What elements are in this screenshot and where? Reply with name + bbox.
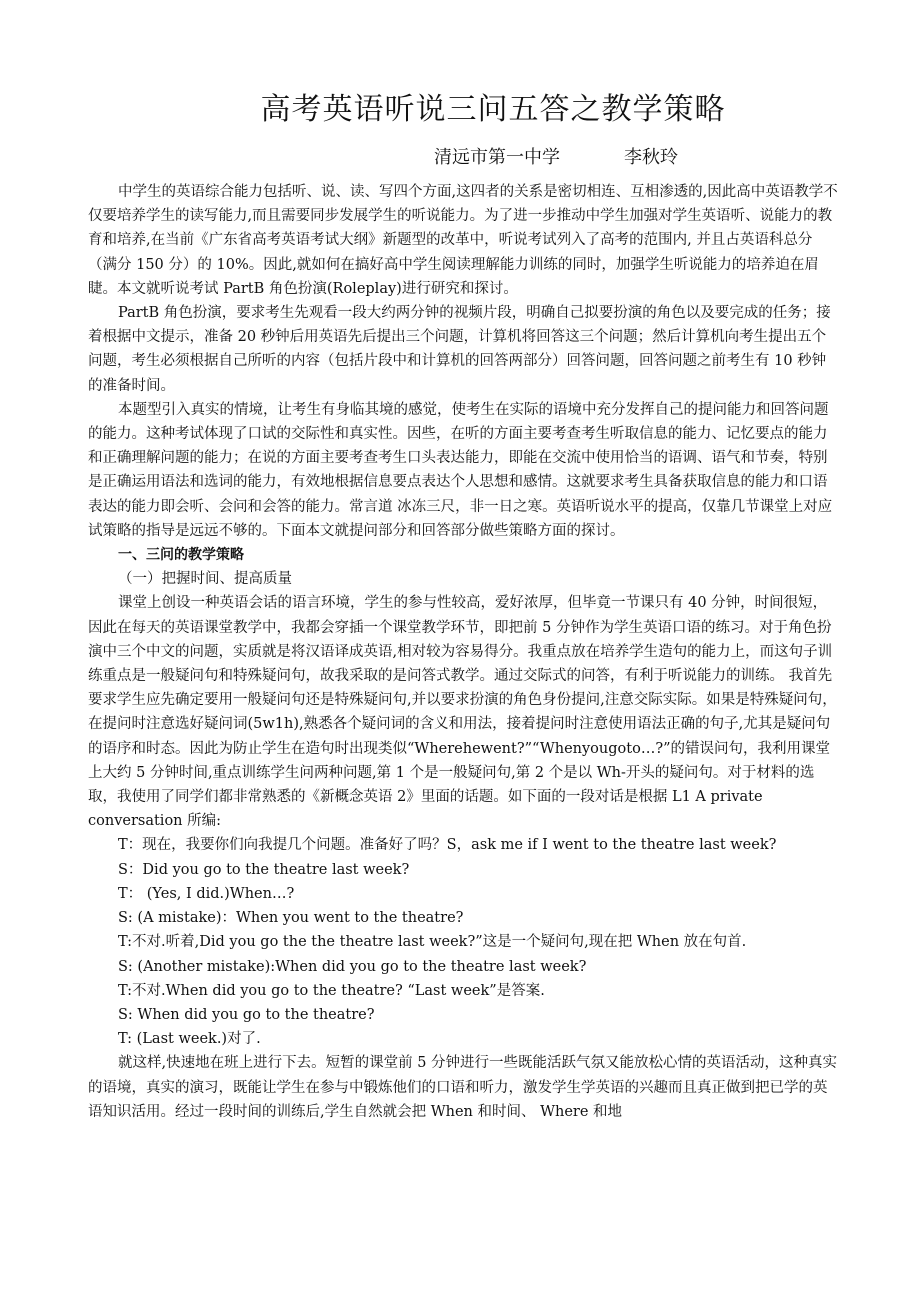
dialogue-line: S：Did you go to the theatre last week? [118, 861, 410, 878]
paragraph-intro: 中学生的英语综合能力包括听、说、读、写四个方面,这四者的关系是密切相连、互相渗透的,因此高中英语教学不仅要培养学生的读写能力,而且需要同步发展学生的听说能力。为了进一步推动中学生加强对学生英语听、说能力的教育和培养,在当前《广东省高考英语考试大纲》新题型的改革中，听说考试列入了高考的范围内, 并且占英语科总分（满分 150 分）的 10%。因此,就如何在搞好高中学生阅读理解能力训练的同时，加强学生听说能力的培养迫在眉睫。本文就听说考试 PartB 角色扮演(Roleplay)进行研究和探讨。 [88, 184, 838, 297]
dialogue-line: T： (Yes, I did.)When…? [118, 885, 295, 902]
dialogue-line: T: (Last week.)对了. [118, 1031, 261, 1048]
dialogue-line: T：现在，我要你们向我提几个问题。准备好了吗？S，ask me if I went to the theatre last week? [118, 837, 777, 854]
dialogue-line: T:不对.When did you go to the theatre? “Last week”是答案. [118, 982, 545, 999]
subsection-heading: （一）把握时间、提高质量 [118, 571, 292, 588]
section-heading: 一、三问的教学策略 [118, 547, 244, 564]
paragraph-question-type: 本题型引入真实的情境，让考生有身临其境的感觉，使考生在实际的语境中充分发挥自己的提问能力和回答问题的能力。这种考试体现了口试的交际性和真实性。因些，在听的方面主要考查考生听取信息的能力、记忆要点的能力和正确理解问题的能力；在说的方面主要考查考生口头表达能力，即能在交流中使用恰当的语调、语气和节奏，特别是正确运用语法和选词的能力，有效地根据信息要点表达个人思想和感情。这就要求考生具备获取信息的能力和口语表达的能力即会听、会问和会答的能力。常言道 冰冻三尺，非一日之寒。英语听说水平的提高，仅靠几节课堂上对应试策略的指导是远远不够的。下面本文就提问部分和回答部分做些策略方面的探讨。 [88, 401, 833, 539]
dialogue-line: T:不对.听着,Did you go the the theatre last week?”这是一个疑问句,现在把 When 放在句首. [118, 934, 747, 951]
author-line [434, 144, 678, 172]
document-title: 高考英语听说三问五答之教学策略 [260, 92, 726, 127]
author-school: 清远市第一中学 [434, 147, 560, 168]
paragraph-partb: PartB 角色扮演，要求考生先观看一段大约两分钟的视频片段，明确自己拟要扮演的角色以及要完成的任务；接着根据中文提示，准备 20 秒钟后用英语先后提出三个问题，计算机将回答这三个问题；然后计算机向考生提出五个问题，考生必须根据自己所听的内容（包括片段中和计算机的回答两部分）回答问题，回答问题之前考生有 10 秒钟的准备时间。 [88, 305, 831, 394]
dialogue-line: S: When did you go to the theatre? [118, 1006, 375, 1023]
dialogue-line: S: (Another mistake):When did you go to the theatre last week? [118, 958, 587, 975]
document-body [88, 180, 840, 1124]
paragraph-conclusion: 就这样,快速地在班上进行下去。短暂的课堂前 5 分钟进行一些既能活跃气氛又能放松心情的英语活动，这种真实的语境，真实的演习，既能让学生在参与中锻炼他们的口语和听力，激发学生学英语的兴趣而且真正做到把已学的英语知识活用。经过一段时间的训练后,学生自然就会把 When 和时间、 Where 和地 [88, 1055, 838, 1120]
author-name: 李秋玲 [624, 147, 678, 168]
paragraph-classroom: 课堂上创设一种英语会话的语言环境，学生的参与性较高，爱好浓厚，但毕竟一节课只有 40 分钟，时间很短，因此在每天的英语课堂教学中，我都会穿插一个课堂教学环节，即把前 5 分钟作为学生英语口语的练习。对于角色扮演中三个中文的问题，实质就是将汉语译成英语,相对较为容易得分。我重点放在培养学生造句的能力上，而这句子训练重点是一般疑问句和特殊疑问句，故我采取的是问答式教学。通过交际式的问答，有利于听说能力的训练。 我首先要求学生应先确定要用一般疑问句还是特殊疑问句,并以要求扮演的角色身份提问,注意交际实际。如果是特殊疑问句，在提问时注意选好疑问词(5w1h),熟悉各个疑问词的含义和用法，接着提问时注意使用语法正确的句子,尤其是疑问句的语序和时态。因此为防止学生在造句时出现类似“Wherehewent?”“Whenyougoto…?”的错误问句，我利用课堂上大约 5 分钟时间,重点训练学生问两种问题,第 1 个是一般疑问句,第 2 个是以 Wh-开头的疑问句。对于材料的选取，我使用了同学们都非常熟悉的《新概念英语 2》里面的话题。如下面的一段对话是根据 L1 A private conversation 所编: [88, 595, 837, 830]
dialogue-line: S: (A mistake)：When you went to the theatre? [118, 910, 464, 927]
